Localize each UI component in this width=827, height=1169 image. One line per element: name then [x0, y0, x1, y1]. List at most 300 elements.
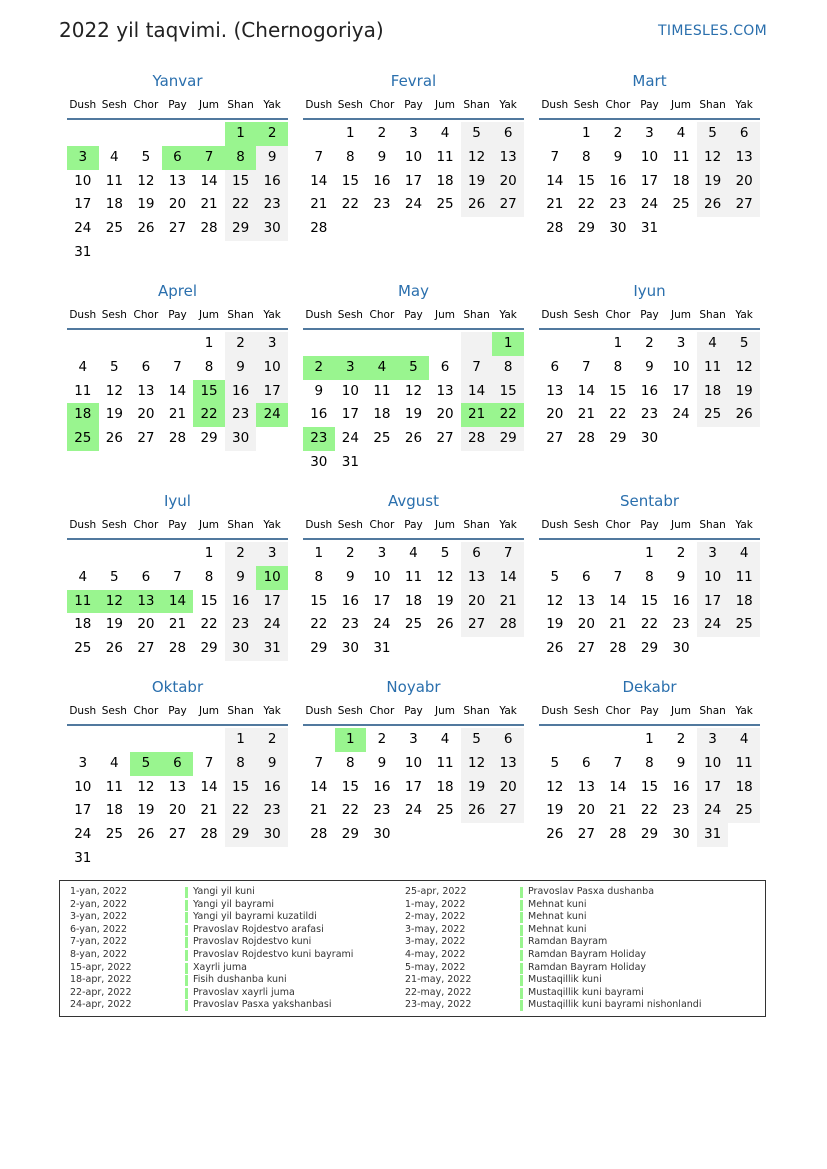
- day-cell: 21: [461, 403, 493, 427]
- day-cell: 22: [225, 799, 257, 823]
- empty-cell: [303, 728, 335, 752]
- day-cell: 8: [204, 358, 214, 375]
- day-cell: 10: [640, 148, 659, 165]
- day-cell: 19: [461, 776, 493, 800]
- day-cell: 27: [492, 799, 524, 823]
- weekday-label: Shan: [463, 519, 490, 531]
- day-cell: 27: [137, 430, 155, 447]
- holiday-date: 5-may, 2022: [405, 961, 466, 973]
- month-avgust: [303, 490, 524, 661]
- day-cell: 19: [137, 802, 155, 819]
- day-cell: 12: [137, 172, 155, 189]
- weekday-label: Chor: [133, 309, 159, 321]
- weekday-label: Sesh: [101, 519, 127, 531]
- empty-cell: [539, 332, 571, 356]
- day-cell: 7: [613, 754, 623, 771]
- legend-row: [405, 899, 735, 912]
- holiday-marker: [185, 887, 188, 898]
- holiday-name: Mustaqillik kuni: [528, 974, 602, 986]
- day-cell: 7: [173, 568, 182, 585]
- day-cell: 7: [582, 358, 591, 375]
- month-name: Dekabr: [622, 678, 677, 696]
- day-cell: 22: [310, 616, 328, 633]
- weekday-label: Pay: [404, 705, 423, 717]
- legend-row: [405, 924, 735, 937]
- holiday-date: 2-may, 2022: [405, 911, 466, 923]
- day-cell: 15: [225, 776, 257, 800]
- month-name: Oktabr: [151, 678, 204, 696]
- day-cell: 28: [461, 427, 493, 451]
- day-cell: 28: [577, 430, 595, 447]
- day-cell: 23: [256, 799, 288, 823]
- day-cell: 9: [256, 752, 288, 776]
- day-cell: 13: [577, 592, 595, 609]
- day-cell: 27: [577, 826, 595, 843]
- day-cell: 17: [256, 590, 288, 614]
- day-cell: 11: [373, 382, 391, 399]
- weekday-label: Chor: [369, 99, 395, 111]
- day-cell: 17: [640, 172, 659, 189]
- day-cell: 23: [303, 427, 335, 451]
- day-cell: 21: [577, 406, 595, 423]
- day-cell: 26: [137, 826, 155, 843]
- day-cell: 7: [550, 148, 560, 165]
- day-cell: 24: [404, 802, 423, 819]
- weekday-header: [67, 700, 288, 726]
- brand-link[interactable]: TIMESLES.COM: [658, 23, 767, 39]
- day-cell: 12: [404, 382, 423, 399]
- day-cell: 2: [645, 335, 654, 351]
- day-cell: 29: [200, 430, 218, 447]
- day-cell: 21: [310, 196, 328, 213]
- holiday-date: 25-apr, 2022: [405, 886, 467, 897]
- days-grid: [539, 122, 760, 241]
- day-cell: 3: [697, 542, 729, 566]
- holiday-marker: [185, 912, 188, 923]
- empty-cell: [99, 728, 131, 752]
- day-cell: 24: [74, 220, 92, 237]
- day-cell: 25: [105, 826, 123, 843]
- day-cell: 14: [461, 380, 493, 404]
- weekday-label: Dush: [305, 99, 333, 111]
- day-cell: 8: [346, 148, 355, 165]
- day-cell: 2: [256, 122, 288, 146]
- day-cell: 7: [314, 148, 324, 165]
- weekday-label: Sesh: [573, 309, 599, 321]
- day-cell: 14: [577, 382, 595, 399]
- day-cell: 26: [436, 616, 454, 633]
- holiday-date: 7-yan, 2022: [70, 936, 127, 948]
- day-cell: 21: [200, 196, 218, 213]
- day-cell: 26: [105, 430, 123, 447]
- empty-cell: [99, 332, 131, 356]
- holiday-date: 18-apr, 2022: [70, 974, 132, 986]
- day-cell: 2: [377, 125, 387, 141]
- empty-cell: [602, 542, 634, 566]
- day-cell: 24: [672, 406, 690, 423]
- day-cell: 11: [404, 568, 423, 585]
- day-cell: 7: [204, 754, 214, 771]
- holiday-date: 23-may, 2022: [405, 999, 472, 1011]
- day-cell: 22: [193, 403, 225, 427]
- holiday-name: Yangi yil bayrami kuzatildi: [193, 911, 317, 923]
- weekday-label: Yak: [263, 309, 281, 321]
- weekday-label: Jum: [671, 99, 692, 111]
- day-cell: 5: [461, 728, 493, 752]
- day-cell: 11: [728, 566, 760, 590]
- day-cell: 15: [492, 380, 524, 404]
- day-cell: 24: [697, 799, 729, 823]
- day-cell: 17: [256, 380, 288, 404]
- day-cell: 6: [162, 146, 194, 170]
- legend-row: [70, 962, 400, 975]
- day-cell: 20: [577, 616, 595, 633]
- day-cell: 16: [256, 776, 288, 800]
- legend-row: [70, 899, 400, 912]
- day-cell: 21: [200, 802, 218, 819]
- days-grid: [67, 332, 288, 451]
- day-cell: 8: [346, 754, 355, 771]
- day-cell: 15: [341, 778, 359, 795]
- day-cell: 9: [645, 358, 654, 375]
- weekday-label: Jum: [671, 309, 692, 321]
- day-cell: 24: [404, 196, 423, 213]
- day-cell: 2: [346, 545, 355, 561]
- day-cell: 16: [341, 592, 359, 609]
- weekday-label: Dush: [69, 309, 97, 321]
- holiday-date: 4-may, 2022: [405, 948, 466, 960]
- weekday-label: Pay: [168, 705, 187, 717]
- weekday-label: Yak: [735, 705, 753, 717]
- day-cell: 12: [697, 146, 729, 170]
- holiday-marker: [520, 937, 523, 948]
- weekday-header: [539, 94, 760, 120]
- legend-row: [405, 999, 735, 1012]
- day-cell: 23: [373, 196, 391, 213]
- holiday-name: Yangi yil kuni: [193, 886, 255, 897]
- legend-row: [70, 949, 400, 962]
- day-cell: 12: [105, 382, 123, 399]
- days-grid: [303, 332, 524, 475]
- holiday-name: Mustaqillik kuni bayrami nishonlandi: [528, 999, 702, 1011]
- day-cell: 15: [609, 382, 627, 399]
- empty-cell: [99, 542, 131, 566]
- weekday-label: Dush: [69, 99, 97, 111]
- weekday-label: Chor: [369, 705, 395, 717]
- day-cell: 5: [697, 122, 729, 146]
- weekday-label: Chor: [369, 309, 395, 321]
- day-cell: 4: [409, 545, 418, 561]
- day-cell: 19: [461, 170, 493, 194]
- weekday-header: [303, 700, 524, 726]
- weekday-label: Sesh: [573, 519, 599, 531]
- weekday-label: Yak: [735, 99, 753, 111]
- day-cell: 14: [162, 590, 194, 614]
- day-cell: 2: [676, 545, 686, 561]
- day-cell: 13: [137, 382, 155, 399]
- day-cell: 16: [640, 382, 659, 399]
- holiday-marker: [185, 1000, 188, 1011]
- day-cell: 29: [492, 427, 524, 451]
- legend-column-right: [405, 886, 735, 1012]
- empty-cell: [99, 122, 131, 146]
- legend-row: [405, 962, 735, 975]
- holiday-marker: [185, 988, 188, 999]
- day-cell: 1: [613, 335, 623, 351]
- day-cell: 21: [310, 802, 328, 819]
- holiday-marker: [185, 950, 188, 961]
- day-cell: 27: [436, 430, 454, 447]
- day-cell: 29: [310, 640, 328, 657]
- day-cell: 25: [436, 196, 454, 213]
- day-cell: 10: [341, 382, 359, 399]
- day-cell: 18: [404, 592, 423, 609]
- month-iyun: [539, 280, 760, 451]
- day-cell: 19: [105, 616, 123, 633]
- day-cell: 22: [609, 406, 627, 423]
- day-cell: 26: [546, 826, 564, 843]
- holiday-marker: [520, 950, 523, 961]
- day-cell: 10: [697, 566, 729, 590]
- day-cell: 9: [676, 754, 686, 771]
- day-cell: 8: [225, 146, 257, 170]
- day-cell: 23: [672, 616, 690, 633]
- day-cell: 18: [672, 172, 690, 189]
- day-cell: 8: [645, 754, 654, 771]
- holiday-date: 22-may, 2022: [405, 986, 472, 998]
- day-cell: 11: [436, 148, 454, 165]
- day-cell: 24: [256, 403, 288, 427]
- day-cell: 2: [676, 731, 686, 747]
- day-cell: 7: [613, 568, 623, 585]
- day-cell: 21: [492, 590, 524, 614]
- day-cell: 14: [609, 778, 627, 795]
- day-cell: 6: [550, 358, 560, 375]
- day-cell: 14: [168, 382, 187, 399]
- day-cell: 24: [341, 430, 359, 447]
- month-fevral: [303, 70, 524, 241]
- day-cell: 2: [225, 332, 257, 356]
- day-cell: 20: [492, 776, 524, 800]
- day-cell: 8: [613, 358, 623, 375]
- weekday-label: Sesh: [337, 309, 363, 321]
- day-cell: 1: [314, 545, 324, 561]
- day-cell: 16: [373, 778, 391, 795]
- days-grid: [303, 728, 524, 847]
- legend-row: [70, 886, 400, 899]
- day-cell: 28: [492, 613, 524, 637]
- day-cell: 26: [461, 799, 493, 823]
- day-cell: 15: [310, 592, 328, 609]
- day-cell: 19: [137, 196, 155, 213]
- weekday-header: [539, 514, 760, 540]
- month-name: Sentabr: [619, 492, 680, 510]
- day-cell: 19: [546, 616, 564, 633]
- holiday-marker: [185, 963, 188, 974]
- weekday-label: Shan: [227, 705, 254, 717]
- weekday-label: Jum: [435, 309, 456, 321]
- days-grid: [303, 542, 524, 661]
- empty-cell: [571, 542, 603, 566]
- day-cell: 3: [409, 125, 418, 141]
- empty-cell: [539, 728, 571, 752]
- day-cell: 17: [74, 196, 92, 213]
- day-cell: 13: [492, 752, 524, 776]
- weekday-label: Sesh: [337, 705, 363, 717]
- day-cell: 13: [461, 566, 493, 590]
- day-cell: 22: [577, 196, 595, 213]
- day-cell: 20: [436, 406, 454, 423]
- day-cell: 3: [256, 542, 288, 566]
- day-cell: 15: [193, 380, 225, 404]
- empty-cell: [303, 332, 335, 356]
- empty-cell: [130, 332, 162, 356]
- legend-row: [405, 974, 735, 987]
- weekday-label: Yak: [499, 705, 517, 717]
- day-cell: 15: [640, 592, 659, 609]
- legend-row: [70, 999, 400, 1012]
- day-cell: 30: [256, 823, 288, 847]
- weekday-label: Yak: [735, 519, 753, 531]
- weekday-label: Dush: [541, 99, 569, 111]
- holiday-name: Ramdan Bayram Holiday: [528, 961, 647, 973]
- legend-row: [405, 911, 735, 924]
- empty-cell: [571, 728, 603, 752]
- day-cell: 26: [137, 220, 155, 237]
- day-cell: 24: [256, 613, 288, 637]
- empty-cell: [130, 728, 162, 752]
- day-cell: 31: [697, 823, 729, 847]
- day-cell: 3: [78, 754, 88, 771]
- empty-cell: [366, 332, 398, 356]
- weekday-label: Sesh: [101, 309, 127, 321]
- day-cell: 27: [137, 640, 155, 657]
- holiday-date: 3-may, 2022: [405, 936, 466, 948]
- empty-cell: [162, 332, 194, 356]
- day-cell: 27: [728, 193, 760, 217]
- day-cell: 31: [256, 637, 288, 661]
- weekday-label: Chor: [605, 705, 631, 717]
- day-cell: 21: [168, 406, 187, 423]
- day-cell: 27: [461, 613, 493, 637]
- day-cell: 23: [341, 616, 359, 633]
- day-cell: 14: [492, 566, 524, 590]
- day-cell: 16: [256, 170, 288, 194]
- weekday-label: Yak: [499, 99, 517, 111]
- day-cell: 22: [200, 616, 218, 633]
- month-noyabr: [303, 676, 524, 847]
- day-cell: 31: [341, 453, 359, 470]
- day-cell: 25: [436, 802, 454, 819]
- weekday-label: Shan: [699, 309, 726, 321]
- day-cell: 31: [640, 220, 659, 237]
- day-cell: 28: [546, 220, 564, 237]
- days-grid: [303, 122, 524, 241]
- holiday-marker: [520, 912, 523, 923]
- day-cell: 25: [697, 403, 729, 427]
- day-cell: 6: [141, 358, 151, 375]
- weekday-label: Pay: [404, 99, 423, 111]
- day-cell: 16: [310, 406, 328, 423]
- day-cell: 5: [110, 568, 119, 585]
- empty-cell: [130, 122, 162, 146]
- day-cell: 1: [225, 122, 257, 146]
- holiday-date: 2-yan, 2022: [70, 898, 127, 910]
- holiday-marker: [185, 975, 188, 986]
- day-cell: 5: [550, 754, 560, 771]
- day-cell: 30: [672, 826, 690, 843]
- day-cell: 5: [398, 356, 430, 380]
- day-cell: 12: [99, 590, 131, 614]
- empty-cell: [67, 542, 99, 566]
- day-cell: 11: [728, 752, 760, 776]
- holiday-name: Pravoslav Pasxa dushanba: [528, 886, 655, 897]
- day-cell: 4: [728, 542, 760, 566]
- weekday-header: [303, 304, 524, 330]
- holiday-name: Ramdan Bayram Holiday: [528, 948, 647, 960]
- month-sentabr: [539, 490, 760, 661]
- month-name: May: [397, 282, 429, 300]
- day-cell: 4: [110, 148, 119, 165]
- legend-row: [70, 924, 400, 937]
- day-cell: 26: [105, 640, 123, 657]
- day-cell: 31: [373, 640, 391, 657]
- day-cell: 29: [609, 430, 627, 447]
- day-cell: 23: [609, 196, 627, 213]
- day-cell: 30: [341, 640, 359, 657]
- day-cell: 8: [204, 568, 214, 585]
- weekday-label: Pay: [404, 309, 423, 321]
- day-cell: 1: [335, 728, 367, 752]
- day-cell: 9: [314, 382, 324, 399]
- weekday-label: Pay: [640, 99, 659, 111]
- day-cell: 6: [440, 358, 450, 375]
- weekday-label: Yak: [499, 519, 517, 531]
- empty-cell: [335, 332, 367, 356]
- day-cell: 13: [577, 778, 595, 795]
- day-cell: 5: [141, 148, 151, 165]
- holiday-marker: [185, 900, 188, 911]
- day-cell: 6: [582, 754, 591, 771]
- day-cell: 16: [672, 592, 690, 609]
- empty-cell: [162, 728, 194, 752]
- holiday-marker: [520, 963, 523, 974]
- weekday-label: Chor: [605, 99, 631, 111]
- day-cell: 10: [672, 358, 690, 375]
- day-cell: 6: [492, 728, 524, 752]
- holiday-name: Fisih dushanba kuni: [193, 974, 287, 986]
- weekday-label: Jum: [199, 519, 220, 531]
- day-cell: 2: [256, 728, 288, 752]
- holiday-date: 6-yan, 2022: [70, 923, 127, 935]
- day-cell: 24: [640, 196, 659, 213]
- month-name: Iyul: [164, 492, 191, 510]
- day-cell: 10: [74, 778, 92, 795]
- day-cell: 2: [377, 731, 387, 747]
- day-cell: 29: [225, 823, 257, 847]
- empty-cell: [130, 542, 162, 566]
- holiday-marker: [185, 937, 188, 948]
- legend-row: [70, 936, 400, 949]
- day-cell: 29: [640, 826, 659, 843]
- day-cell: 31: [74, 849, 92, 866]
- day-cell: 8: [582, 148, 591, 165]
- day-cell: 1: [204, 335, 214, 351]
- day-cell: 18: [67, 403, 99, 427]
- holiday-marker: [520, 1000, 523, 1011]
- empty-cell: [303, 122, 335, 146]
- day-cell: 25: [105, 220, 123, 237]
